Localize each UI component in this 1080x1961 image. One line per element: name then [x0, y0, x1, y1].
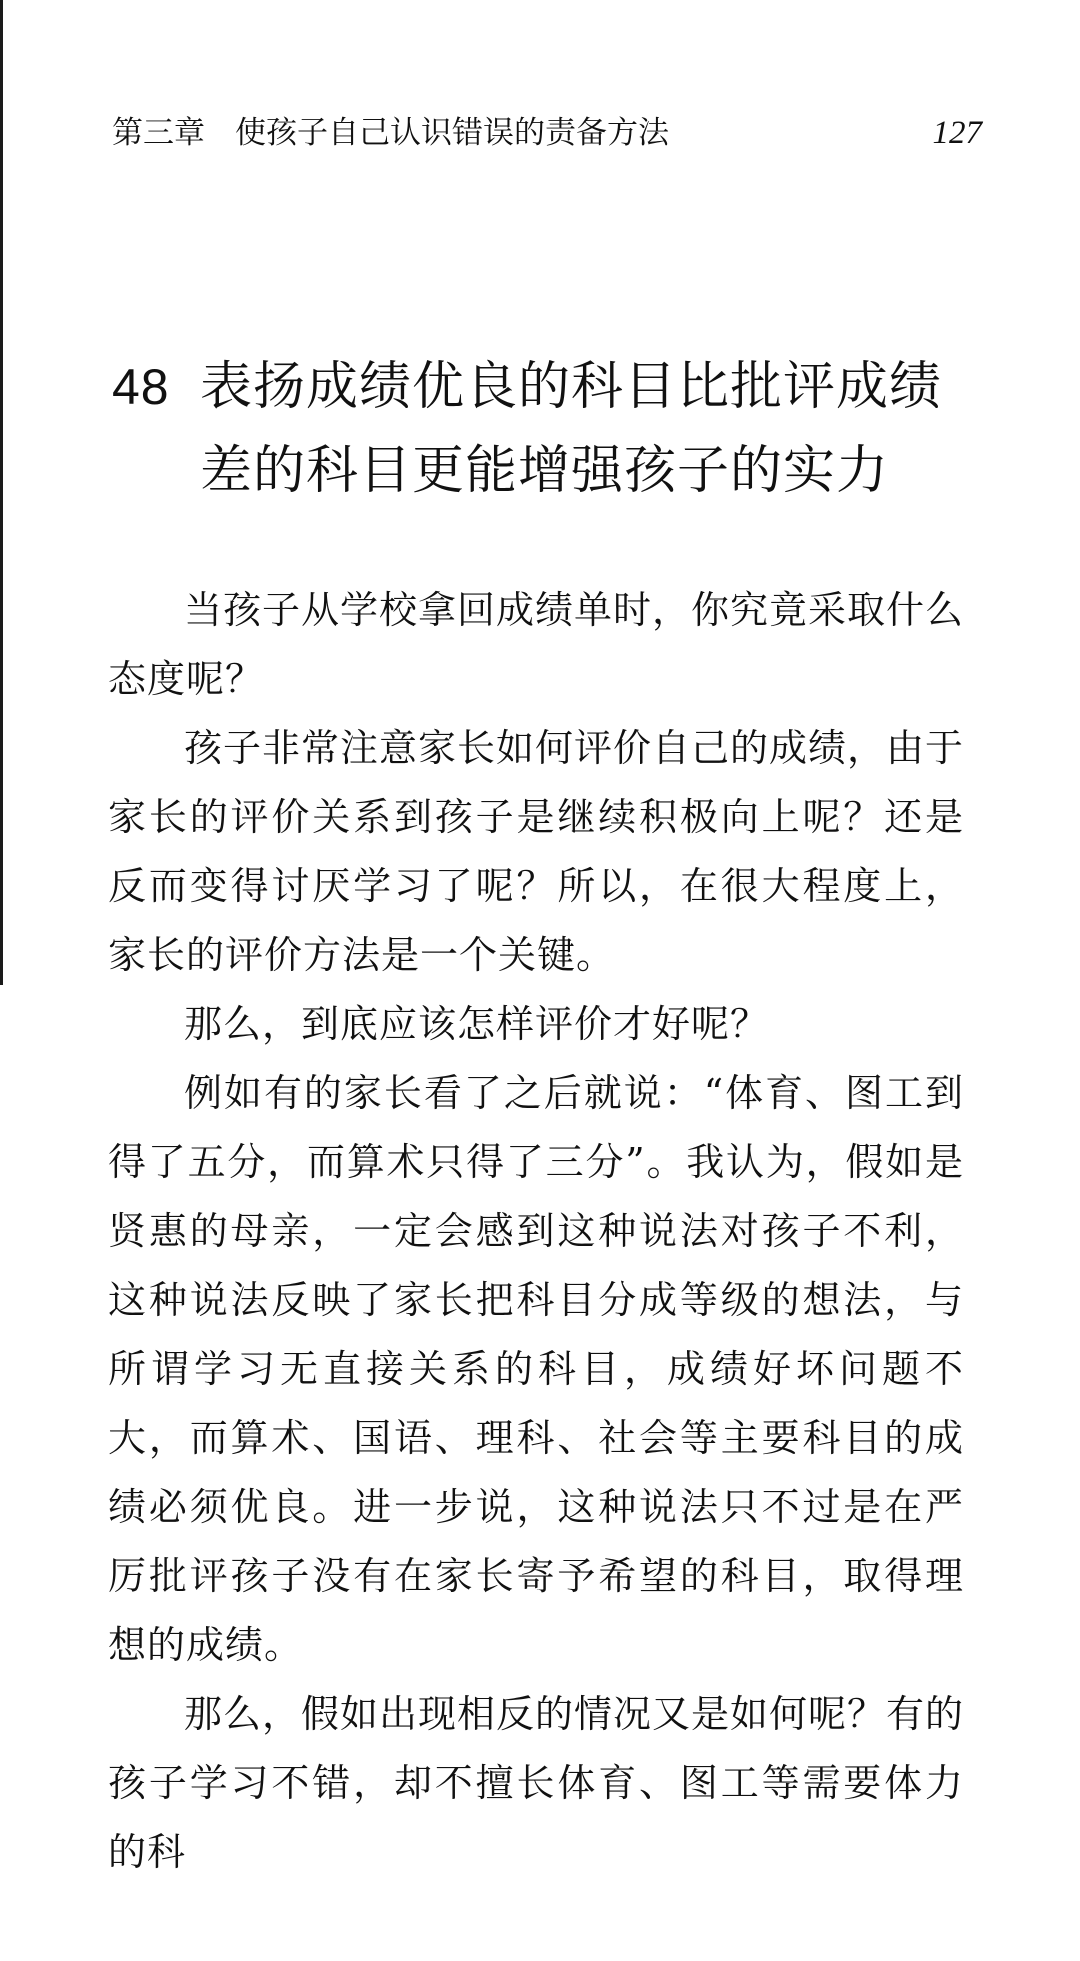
body-text — [108, 576, 964, 1887]
paragraph: 例如有的家长看了之后就说：“体育、图工到得了五分，而算术只得了三分”。我认为，假如是贤惠的母亲，一定会感到这种说法对孩子不利，这种说法反映了家长把科目分成等级的想法，与所谓学习无直接关系的科目，成绩好坏问题不大，而算术、国语、理科、社会等主要科目的成绩必须优良。进一步说，这种说法只不过是在严厉批评孩子没有在家长寄予希望的科目，取得理想的成绩。 — [108, 1071, 964, 1667]
paragraph: 那么，到底应该怎样评价才好呢？ — [184, 1002, 770, 1046]
paragraph: 当孩子从学校拿回成绩单时，你究竟采取什么态度呢？ — [108, 588, 965, 701]
running-header — [112, 108, 982, 158]
paragraph: 那么，假如出现相反的情况又是如何呢？有的孩子学习不错，却不擅长体育、图工等需要体力的科 — [108, 1692, 965, 1874]
paragraph: 孩子非常注意家长如何评价自己的成绩，由于家长的评价关系到孩子是继续积极向上呢？还是反而变得讨厌学习了呢？所以，在很大程度上，家长的评价方法是一个关键。 — [108, 726, 965, 977]
page-number: 127 — [932, 115, 982, 151]
chapter-title: 使孩子自己认识错误的责备方法 — [235, 115, 669, 151]
chapter-label: 第三章 — [112, 115, 205, 151]
section-number: 48 — [112, 358, 170, 415]
page-edge-rule — [0, 0, 3, 985]
chapter-heading — [112, 108, 669, 158]
section-title: 表扬成绩优良的科目比批评成绩差的科目更能增强孩子的实力 — [200, 356, 943, 501]
